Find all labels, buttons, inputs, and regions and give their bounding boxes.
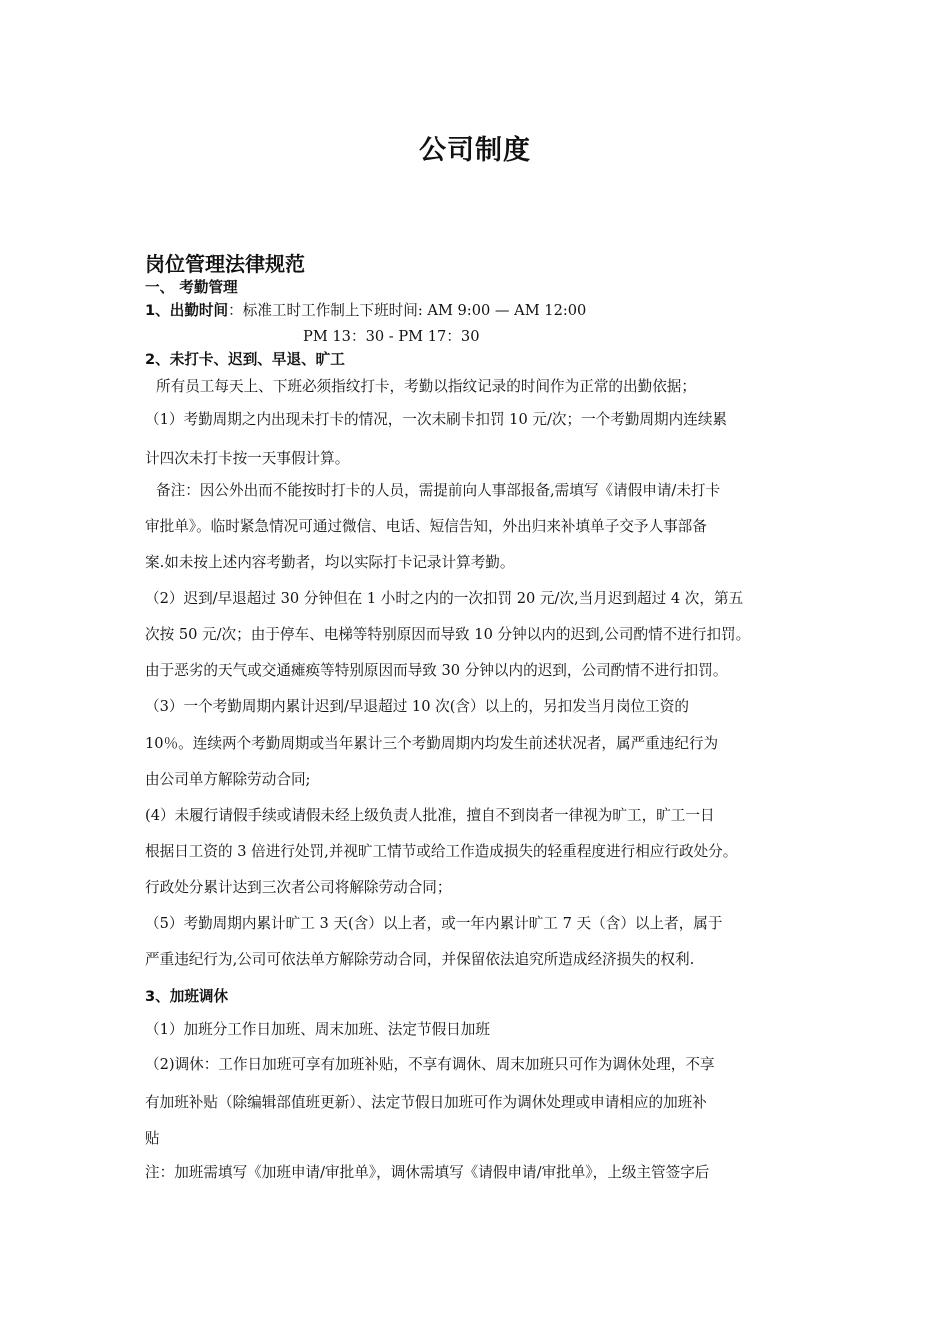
overtime-line: 有加班补贴（除编辑部值班更新）、法定节假日加班可作为调休处理或申请相应的加班补	[145, 1094, 707, 1111]
body-line: 由公司单方解除劳动合同;	[145, 771, 311, 788]
body-line: 计四次未打卡按一天事假计算。	[145, 450, 350, 467]
body-line: （2）迟到/早退超过 30 分钟但在 1 小时之内的一次扣罚 20 元/次,当月迟到超过 4 次，第五	[145, 590, 744, 607]
item1-label: 1、出勤时间	[145, 302, 229, 319]
overtime-line: （2)调休：工作日加班可享有加班补贴，不享有调休、周末加班只可作为调休处理，不享	[145, 1056, 715, 1073]
body-line: 次按 50 元/次；由于停车、电梯等特别原因而导致 10 分钟以内的迟到,公司酌情不进行扣罚。	[145, 626, 751, 643]
body-line: 行政处分累计达到三次者公司将解除劳动合同；	[145, 879, 452, 896]
overtime-line: 注：加班需填写《加班申请/审批单》，调休需填写《请假申请/审批单》，上级主管签字后	[145, 1164, 710, 1181]
body-line: （3）一个考勤周期内累计迟到/早退超过 10 次(含）以上的，另扣发当月岗位工资的	[145, 698, 689, 715]
body-line: 审批单》。临时紧急情况可通过微信、电话、短信告知，外出归来补填单子交予人事部备	[145, 518, 707, 535]
item1-second-line: PM 13：30 - PM 17：30	[303, 328, 480, 345]
section-heading: 岗位管理法律规范	[145, 252, 305, 276]
item1-line	[145, 301, 586, 321]
body-line: 根据日工资的 3 倍进行处罚,并视旷工情节或给工作造成损失的轻重程度进行相应行政处分。	[145, 843, 738, 860]
overtime-line: 贴	[145, 1130, 160, 1147]
body-line: （1）考勤周期之内出现未打卡的情况，一次未刷卡扣罚 10 元/次；一个考勤周期内连续累	[145, 411, 728, 428]
body-line: （5）考勤周期内累计旷工 3 天(含）以上者，或一年内累计旷工 7 天（含）以上者，属于	[145, 915, 723, 932]
part1-heading: 一、 考勤管理	[145, 279, 238, 296]
item1-text: ：标准工时工作制上下班时间: AM 9:00 — AM 12:00	[228, 302, 587, 319]
body-line: (4）未履行请假手续或请假未经上级负责人批准，擅自不到岗者一律视为旷工，旷工一日	[145, 807, 715, 824]
intro-paragraph: 所有员工每天上、下班必须指纹打卡，考勤以指纹记录的时间作为正常的出勤依据；	[156, 378, 696, 395]
item2-heading: 2、未打卡、迟到、早退、旷工	[145, 351, 345, 368]
document-title: 公司制度	[419, 135, 531, 166]
body-line: 备注：因公外出而不能按时打卡的人员，需提前向人事部报备,需填写《请假申请/未打卡	[156, 482, 721, 499]
body-line: 严重违纪行为,公司可依法单方解除劳动合同，并保留依法追究所造成经济损失的权利.	[145, 951, 695, 968]
body-line: 10％。连续两个考勤周期或当年累计三个考勤周期内均发生前述状况者，属严重违纪行为	[145, 735, 719, 752]
item3-heading: 3、加班调休	[145, 988, 229, 1005]
body-line: 由于恶劣的天气或交通瘫痪等特别原因而导致 30 分钟以内的迟到，公司酌情不进行扣罚。	[145, 662, 728, 679]
overtime-line: （1）加班分工作日加班、周末加班、法定节假日加班	[145, 1021, 490, 1038]
body-line: 案.如未按上述内容考勤者，均以实际打卡记录计算考勤。	[145, 554, 515, 571]
